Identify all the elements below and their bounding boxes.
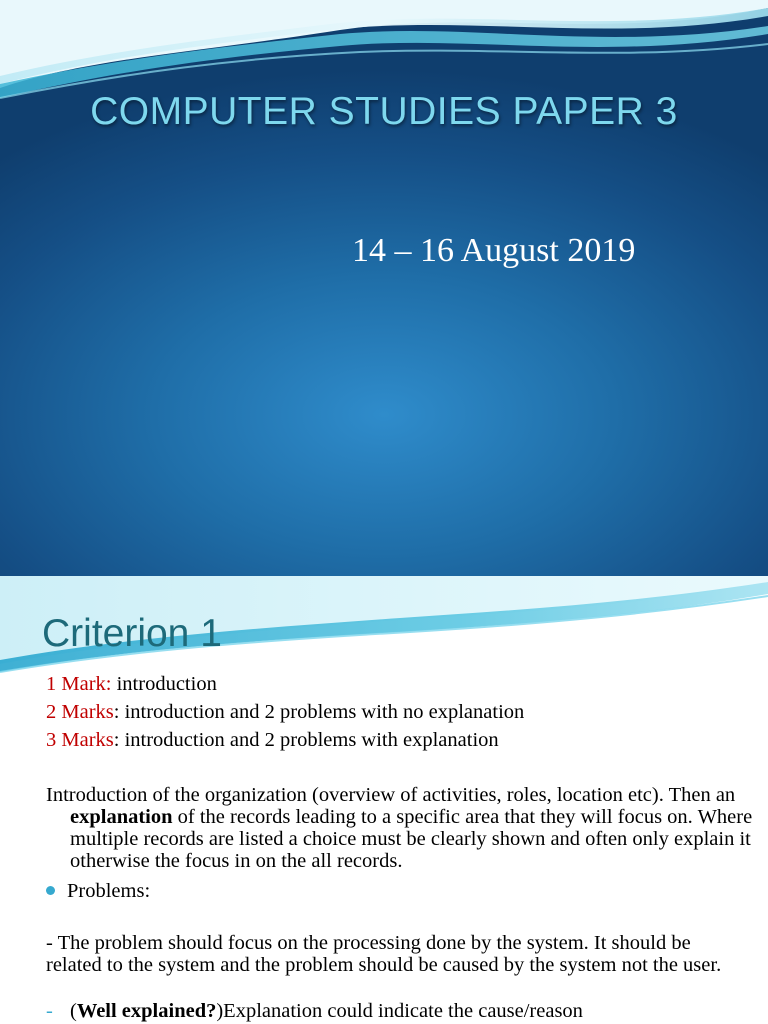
intro-paragraph [46, 784, 760, 872]
bullet-text: Problems: [67, 880, 151, 902]
mark-description: introduction [111, 673, 217, 695]
mark-level-3 [46, 729, 499, 751]
problems-bullet [46, 880, 150, 902]
criterion-slide [0, 576, 768, 1024]
intro-emphasis: explanation [70, 806, 173, 828]
mark-level-2 [46, 701, 524, 723]
mark-label: 3 Marks [46, 729, 114, 751]
explained-line [46, 1000, 746, 1022]
intro-text-end: of the records leading to a specific area that they will focus on. Where multiple records are listed a choice must be clearly shown and often only explain it otherwise the focus in on the all records. [70, 806, 753, 872]
explained-emphasis: Well explained? [76, 1000, 217, 1022]
paren-open: ( [70, 1000, 77, 1022]
problem-paragraph: - The problem should focus on the processing done by the system. It should be related to the system and the problem should be caused by the system not the user. [46, 932, 722, 976]
mark-description: : introduction and 2 problems with explanation [113, 729, 499, 751]
mark-description: : introduction and 2 problems with no explanation [113, 701, 525, 723]
intro-text-start: Introduction of the organization (overview of activities, roles, location etc). Then an [46, 784, 736, 806]
presentation-title: COMPUTER STUDIES PAPER 3 [90, 90, 678, 133]
presentation-date: 14 – 16 August 2019 [352, 232, 636, 269]
slide-title: Criterion 1 [42, 612, 222, 655]
dash-icon: - [46, 1000, 53, 1022]
bullet-icon [46, 886, 55, 895]
mark-label: 2 Marks [46, 701, 114, 723]
mark-label: 1 Mark: [46, 673, 112, 695]
explained-text: )Explanation could indicate the cause/reason [216, 1000, 583, 1022]
mark-level-1 [46, 673, 217, 695]
